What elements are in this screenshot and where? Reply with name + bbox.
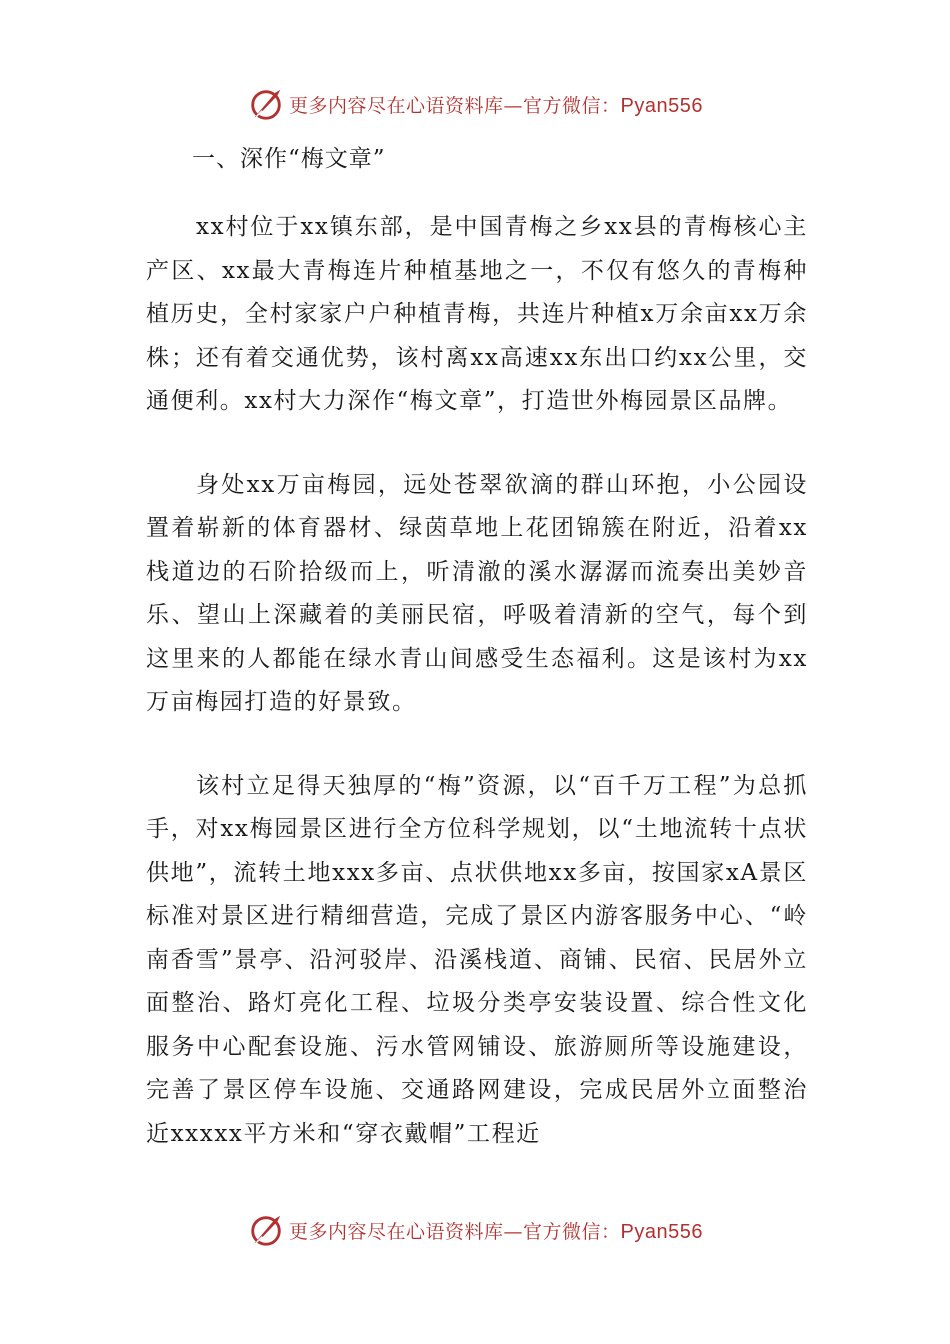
paragraph-3: 该村立足得天独厚的“梅”资源，以“百千万工程”为总抓手，对xx梅园景区进行全方位科学规划，以“土地流转十点状供地”，流转土地xxx多亩、点状供地xx多亩，按国家xA景区标准对景区进行精细营造，完成了景区内游客服务中心、“岭南香雪”景亭、沿河驳岸、沿溪栈道、商铺、民宿、民居外立面整治、路灯亮化工程、垃圾分类亭安装设置、综合性文化服务中心配套设施、污水管网铺设、旅游厕所等设施建设，完善了景区停车设施、交通路网建设，完成民居外立面整治近xxxxx平方米和“穿衣戴帽”工程近 [146, 772, 808, 1147]
quill-pen-logo-icon [247, 1211, 285, 1249]
banner-text: 更多内容尽在心语资料库—官方微信：Pyan556 [289, 1220, 703, 1243]
header-banner [0, 82, 950, 126]
quill-pen-logo-icon [247, 85, 285, 123]
banner-brand: Pyan556 [620, 1220, 703, 1243]
banner-brand: Pyan556 [620, 94, 703, 117]
document-body [146, 136, 808, 1156]
paragraph-2: 身处xx万亩梅园，远处苍翠欲滴的群山环抱，小公园设置着崭新的体育器材、绿茵草地上花团锦簇在附近，沿着xx栈道边的石阶拾级而上，听清澈的溪水潺潺而流奏出美妙音乐、望山上深藏着的美丽民宿，呼吸着清新的空气，每个到这里来的人都能在绿水青山间感受生态福利。这是该村为xx万亩梅园打造的好景致。 [146, 471, 808, 715]
footer-banner [0, 1208, 950, 1252]
section-heading: 一、深作“梅文章” [192, 146, 386, 172]
banner-text: 更多内容尽在心语资料库—官方微信：Pyan556 [289, 94, 703, 117]
paragraph-1: xx村位于xx镇东部，是中国青梅之乡xx县的青梅核心主产区、xx最大青梅连片种植基地之一，不仅有悠久的青梅种植历史，全村家家户户种植青梅，共连片种植x万余亩xx万余株；还有着交通优势，该村离xx高速xx东出口约xx公里，交通便利。xx村大力深作“梅文章”，打造世外梅园景区品牌。 [146, 214, 808, 414]
